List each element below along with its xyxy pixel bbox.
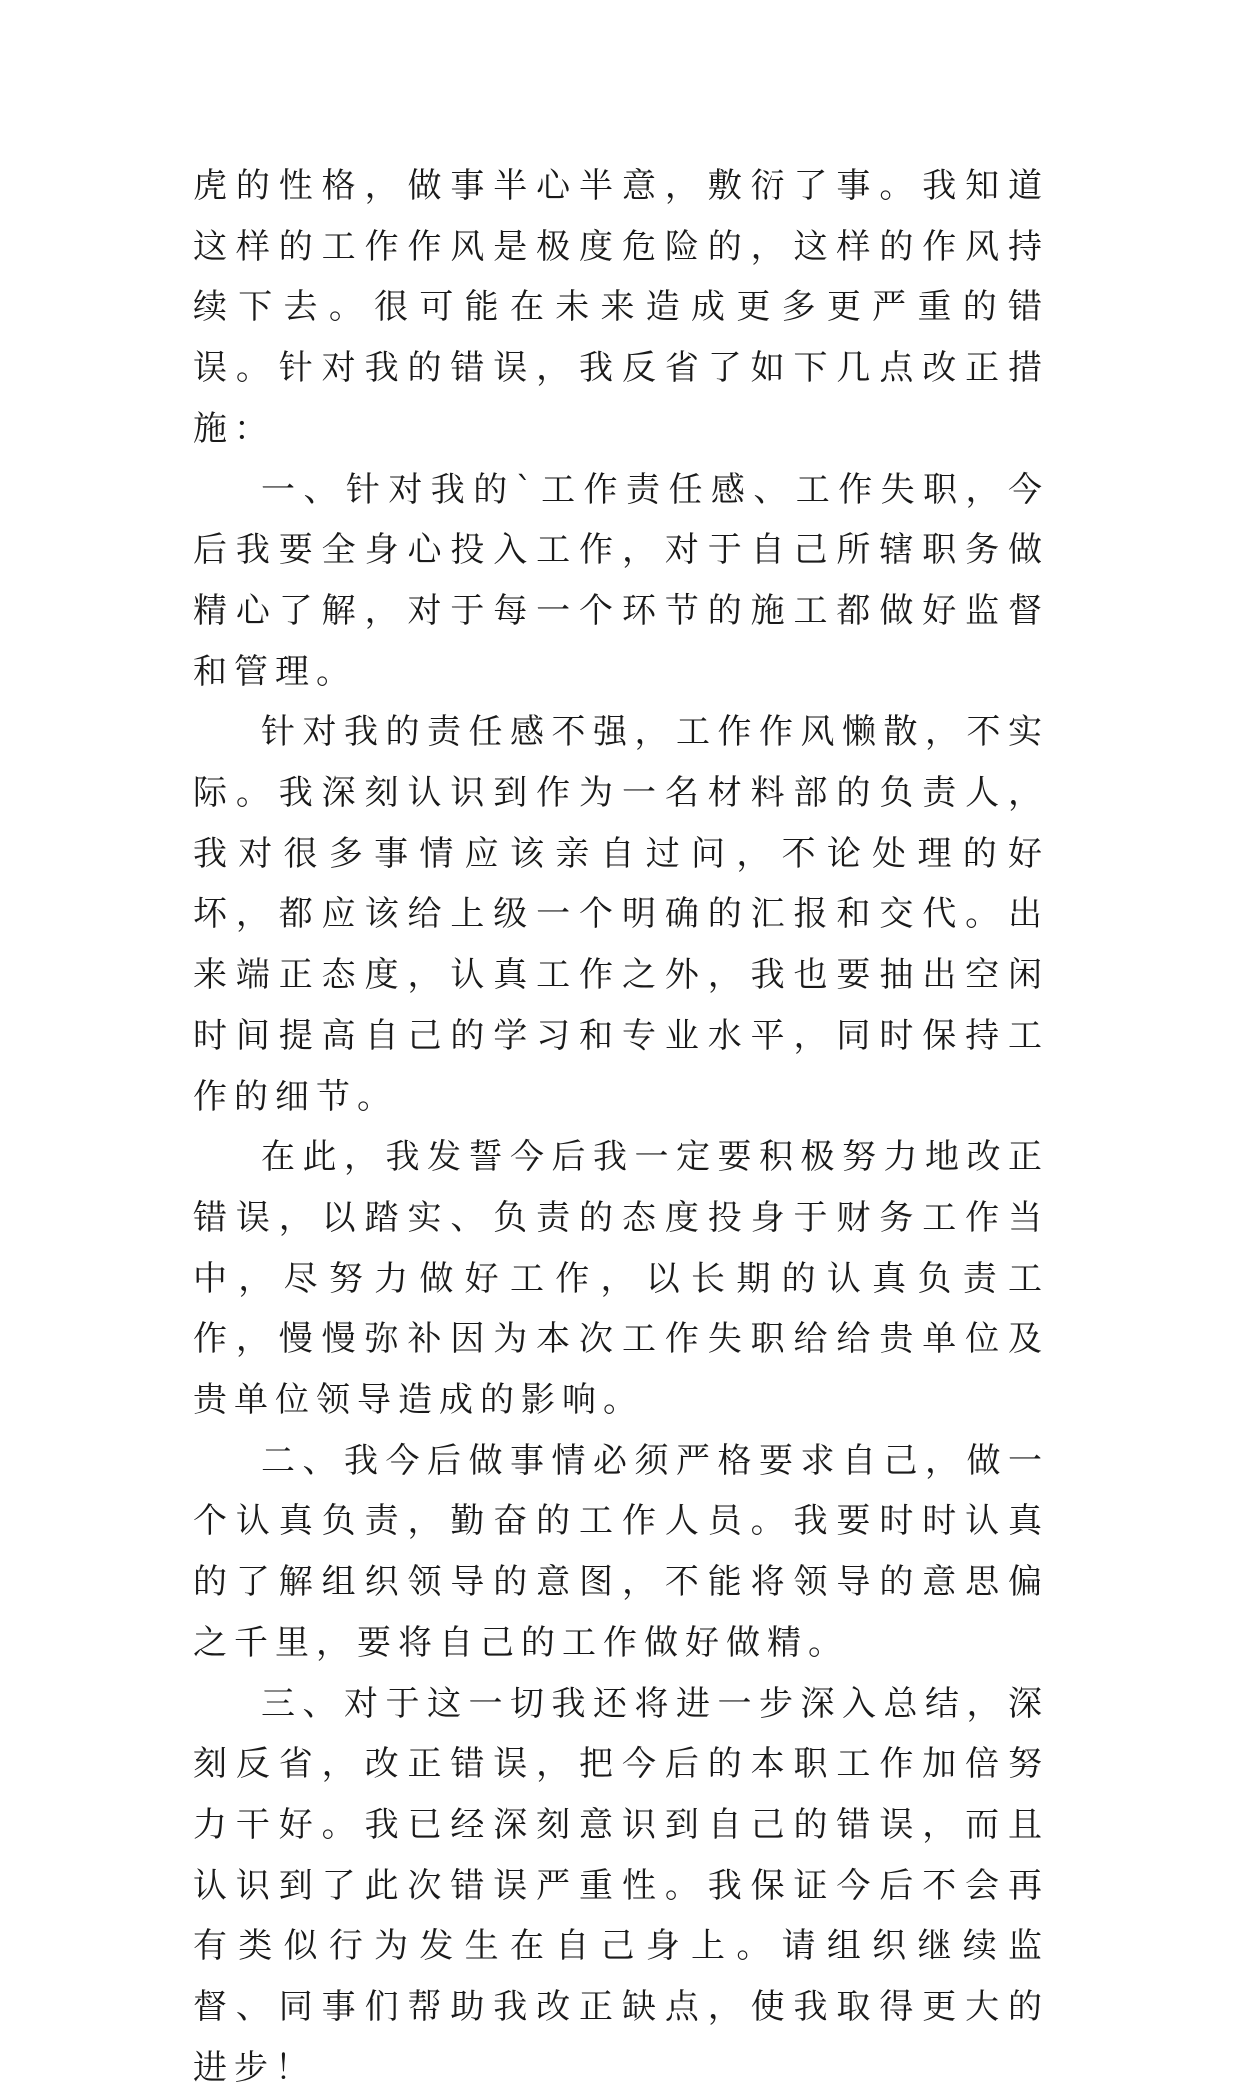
paragraph-3: 针对我的责任感不强，工作作风懒散，不实际。我深刻认识到作为一名材料部的负责人，我对很多事情应该亲自过问，不论处理的好坏，都应该给上级一个明确的汇报和交代。出来端正态度，认真工作之外，我也要抽出空闲时间提高自己的学习和专业水平，同时保持工作的细节。 — [193, 712, 1049, 1117]
paragraph-6: 三、对于这一切我还将进一步深入总结，深刻反省，改正错误，把今后的本职工作加倍努力干好。我已经深刻意识到自己的错误，而且认识到了此次错误严重性。我保证今后不会再有类似行为发生在自己身上。请组织继续监督、同事们帮助我改正缺点，使我取得更大的进步！ — [193, 1683, 1049, 2088]
paragraph-1: 虎的性格，做事半心半意，敷衍了事。我知道这样的工作作风是极度危险的，这样的作风持续下去。很可能在未来造成更多更严重的错误。针对我的错误，我反省了如下几点改正措施： — [193, 166, 1049, 449]
paragraph-4: 在此，我发誓今后我一定要积极努力地改正错误，以踏实、负责的态度投身于财务工作当中，尽努力做好工作，以长期的认真负责工作，慢慢弥补因为本次工作失职给给贵单位及贵单位领导造成的影响。 — [193, 1137, 1049, 1421]
document-body — [193, 156, 1049, 2099]
paragraph-5: 二、我今后做事情必须严格要求自己，做一个认真负责，勤奋的工作人员。我要时时认真的了解组织领导的意图，不能将领导的意思偏之千里，要将自己的工作做好做精。 — [193, 1440, 1049, 1663]
paragraph-2: 一、针对我的`工作责任感、工作失职，今后我要全身心投入工作，对于自己所辖职务做精心了解，对于每一个环节的施工都做好监督和管理。 — [193, 469, 1049, 692]
